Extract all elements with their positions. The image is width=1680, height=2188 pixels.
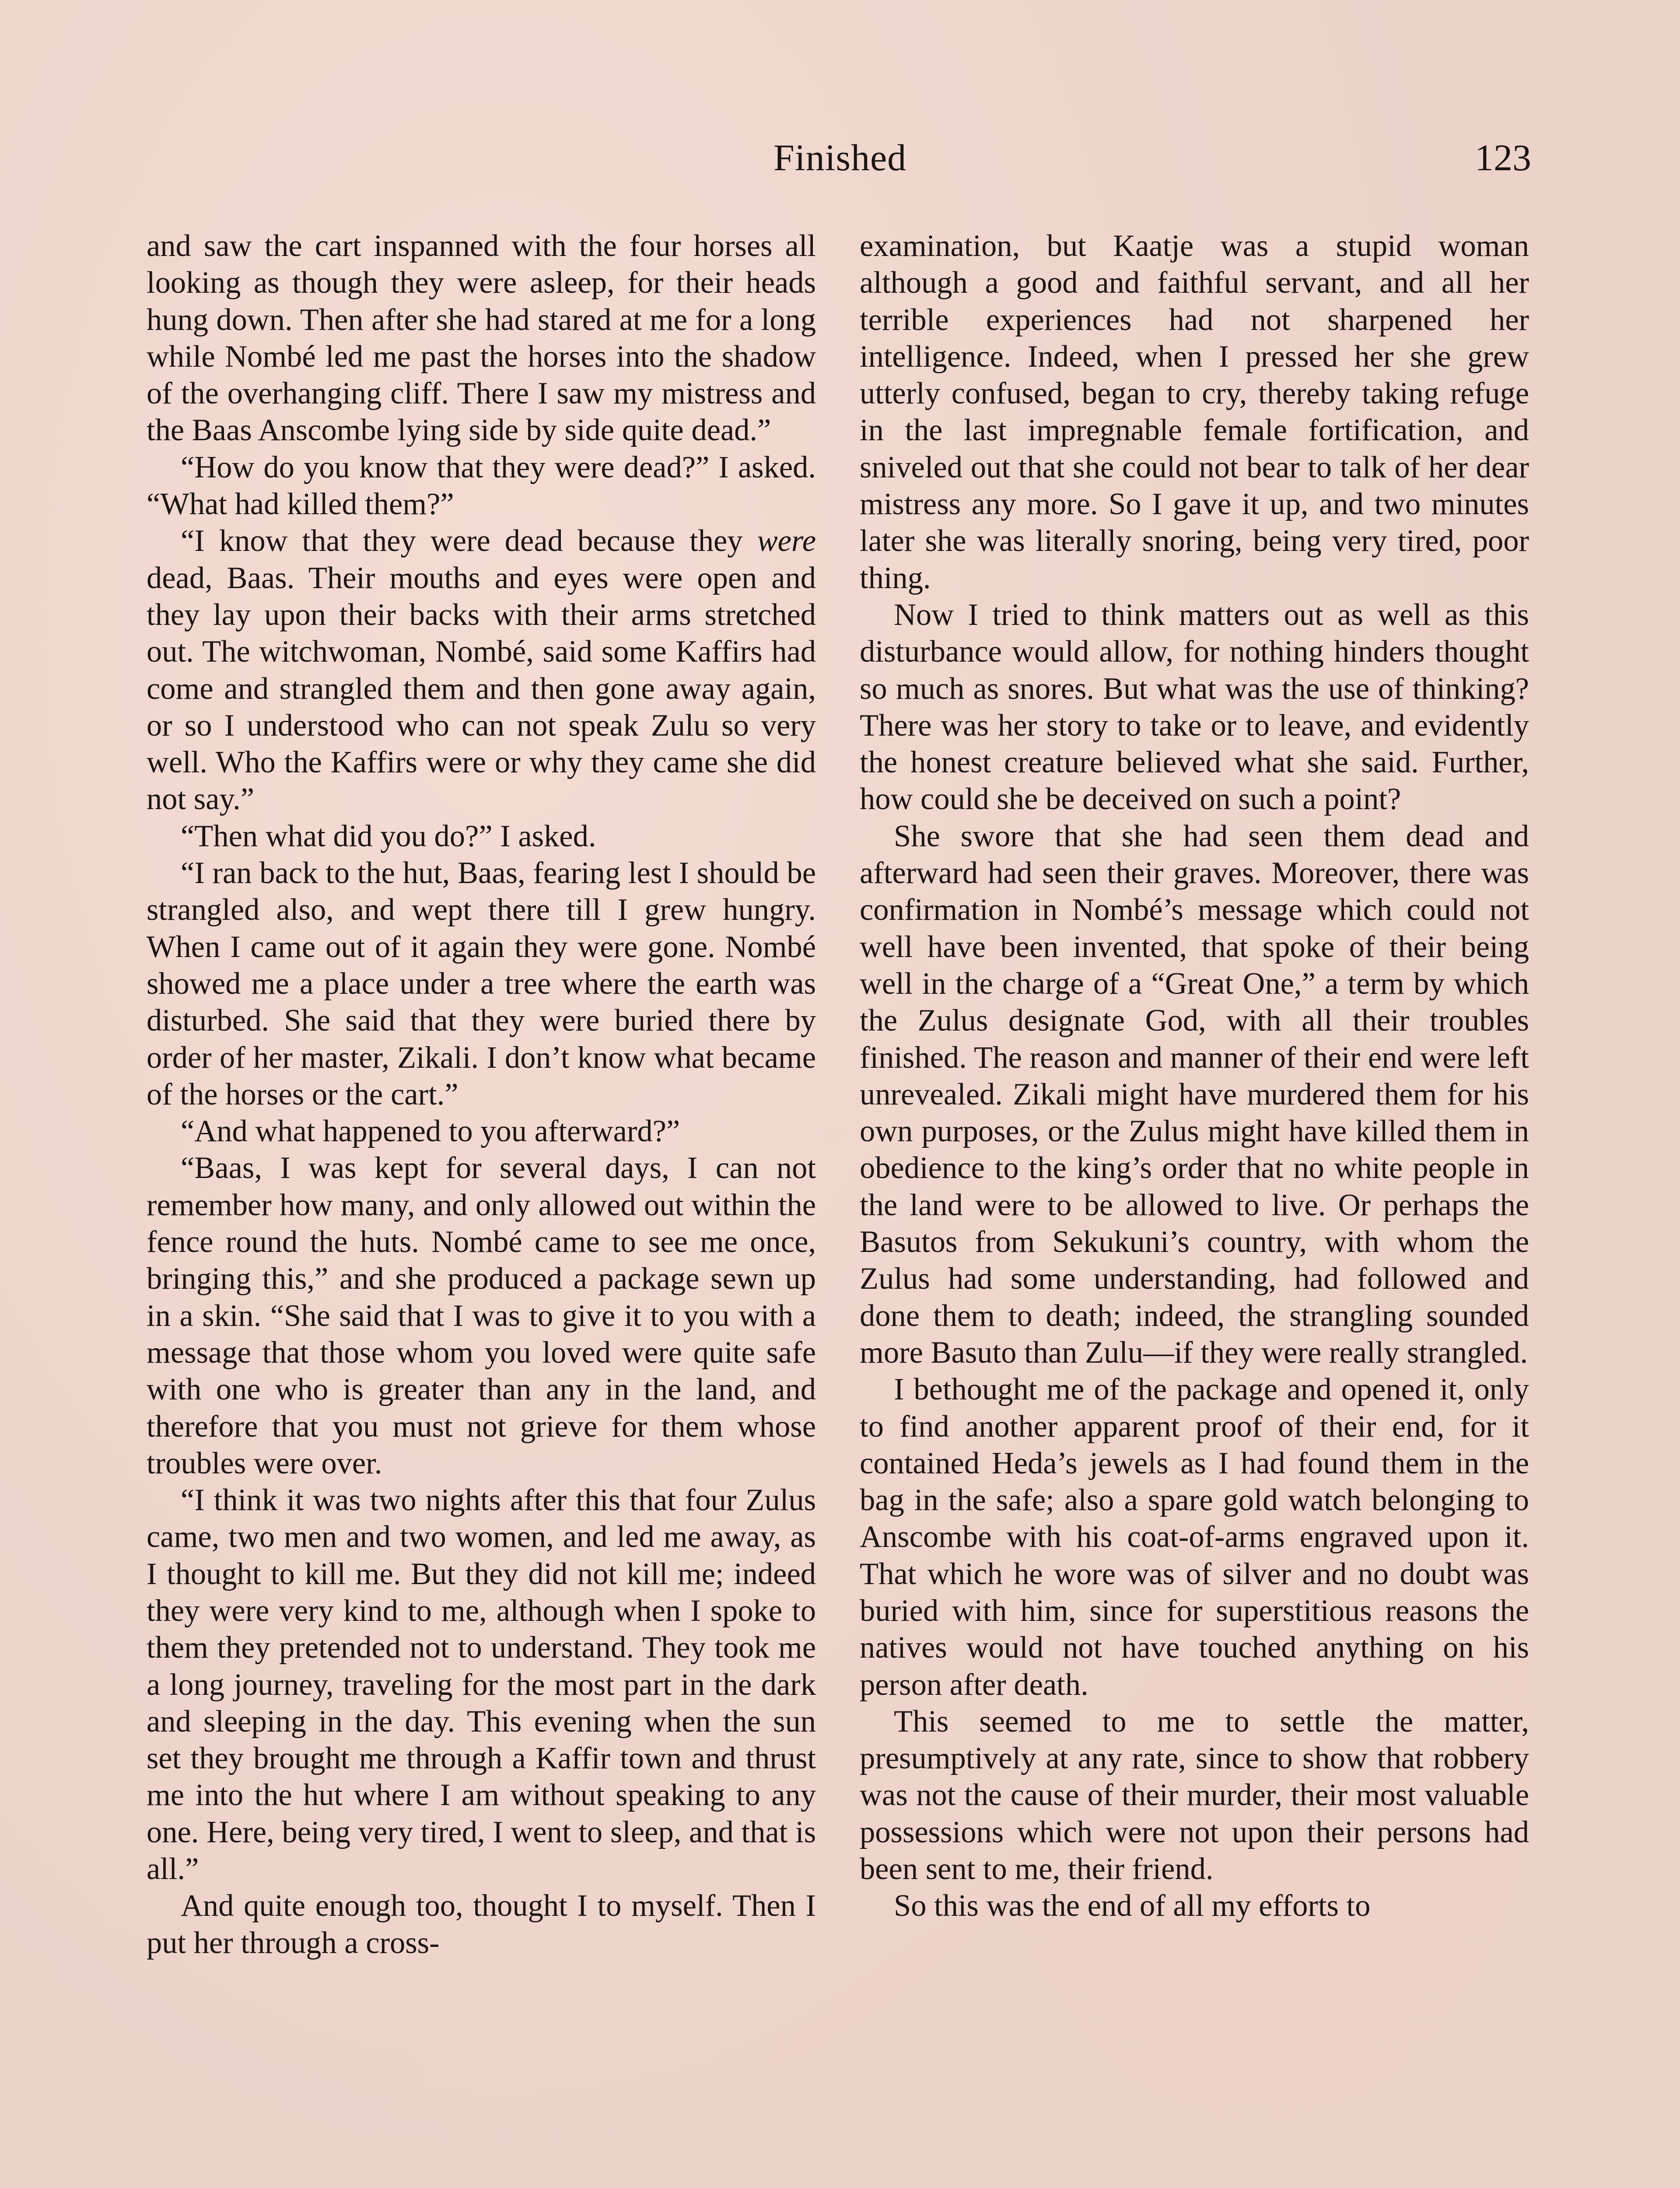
paragraph-with-emphasis [147, 522, 816, 817]
paragraph: and saw the cart inspanned with the four horses all looking as though they were asleep, for their heads hung down. Then after she had stared at me for a long while Nombé led me past the horses into the shadow of the overhanging cliff. There I saw my mistress and the Baas Anscombe lying side by side quite dead.” [147, 229, 816, 448]
paragraph: “I think it was two nights after this that four Zulus came, two men and two women, and led me away, as I thought to kill me. But they did not kill me; indeed they were very kind to me, although when I spoke to them they pretended not to understand. They took me a long journey, traveling for the most part in the dark and sleeping in the day. This evening when the sun set they brought me through a Kaffir town and thrust me into the hut where I am without speaking to any one. Here, being very tired, I went to sleep, and that is all.” [147, 1483, 816, 1886]
paragraph: “I ran back to the hut, Baas, fearing lest I should be strangled also, and wept there till I grew hungry. When I came out of it again they were gone. Nombé showed me a place under a tree where the earth was disturbed. She said that they were buried there by order of her master, Zikali. I don’t know what became of the horses or the cart.” [147, 856, 816, 1112]
emphasized-word: were [757, 524, 816, 558]
paragraph-text: dead, Baas. Their mouths and eyes were open and they lay upon their backs with their arms stretched out. The witchwoman, Nombé, said some Kaffirs had come and strangled them and then gone away again, or so I understood who can not speak Zulu so very well. Who the Kaffirs were or why they came she did not say.” [147, 561, 816, 817]
paragraph: examination, but Kaatje was a stupid woman although a good and faithful servant, and all her terrible experiences had not sharpened her intelligence. Indeed, when I pressed her she grew utterly confused, began to cry, thereby taking refuge in the last impregnable female fortification, and sniveled out that she could not bear to talk of her dear mistress any more. So I gave it up, and two minutes later she was literally snoring, being very tired, poor thing. [860, 229, 1529, 595]
paragraph: Now I tried to think matters out as well as this disturbance would allow, for nothing hinders thought so much as snores. But what was the use of thinking? There was her story to take or to leave, and evidently the honest creature believed what she said. Further, how could she be deceived on such a point? [860, 597, 1529, 817]
paragraph-text: “I know that they were dead because they [181, 524, 757, 558]
paragraph: “Then what did you do?” I asked. [181, 819, 596, 853]
right-column [860, 228, 1529, 2188]
paragraph: “And what happened to you afterward?” [181, 1114, 680, 1149]
left-column [147, 228, 816, 2188]
paragraph: “Baas, I was kept for several days, I can not remember how many, and only allowed out within the fence round the huts. Nombé came to see me once, bringing this,” and she produced a package sewn up in a skin. “She said that I was to give it to you with a message that those whom you loved were quite safe with one who is greater than any in the land, and therefore that you must not grieve for them whose troubles were over. [147, 1151, 816, 1480]
paragraph: “How do you know that they were dead?” I asked. “What had killed them?” [147, 450, 816, 522]
page-number: 123 [1475, 137, 1531, 179]
paragraph: And quite enough too, thought I to myself. Then I put her through a cross- [147, 1889, 816, 1960]
paragraph: She swore that she had seen them dead and afterward had seen their graves. Moreover, there was confirmation in Nombé’s message which could not well have been invented, that spoke of their being well in the charge of a “Great One,” a term by which the Zulus designate God, with all their troubles finished. The reason and manner of their end were left unrevealed. Zikali might have murdered them for his own purposes, or the Zulus might have killed them in obedience to the king’s order that no white people in the land were to be allowed to live. Or perhaps the Basutos from Sekukuni’s country, with whom the Zulus had some understanding, had followed and done them to death; indeed, the strangling sounded more Basuto than Zulu—if they were really strangled. [860, 819, 1529, 1370]
running-head [0, 131, 1680, 184]
running-title: Finished [773, 137, 907, 179]
paragraph: So this was the end of all my efforts to [894, 1889, 1371, 1923]
paragraph: This seemed to me to settle the matter, presumptively at any rate, since to show that robbery was not the cause of their murder, their most valuable possessions which were not upon their persons had been sent to me, their friend. [860, 1704, 1529, 1886]
paragraph: I bethought me of the package and opened it, only to find another apparent proof of their end, for it contained Heda’s jewels as I had found them in the bag in the safe; also a spare gold watch belonging to Anscombe with his coat-of-arms engraved upon it. That which he wore was of silver and no doubt was buried with him, since for superstitious reasons the natives would not have touched anything on his person after death. [860, 1372, 1529, 1702]
